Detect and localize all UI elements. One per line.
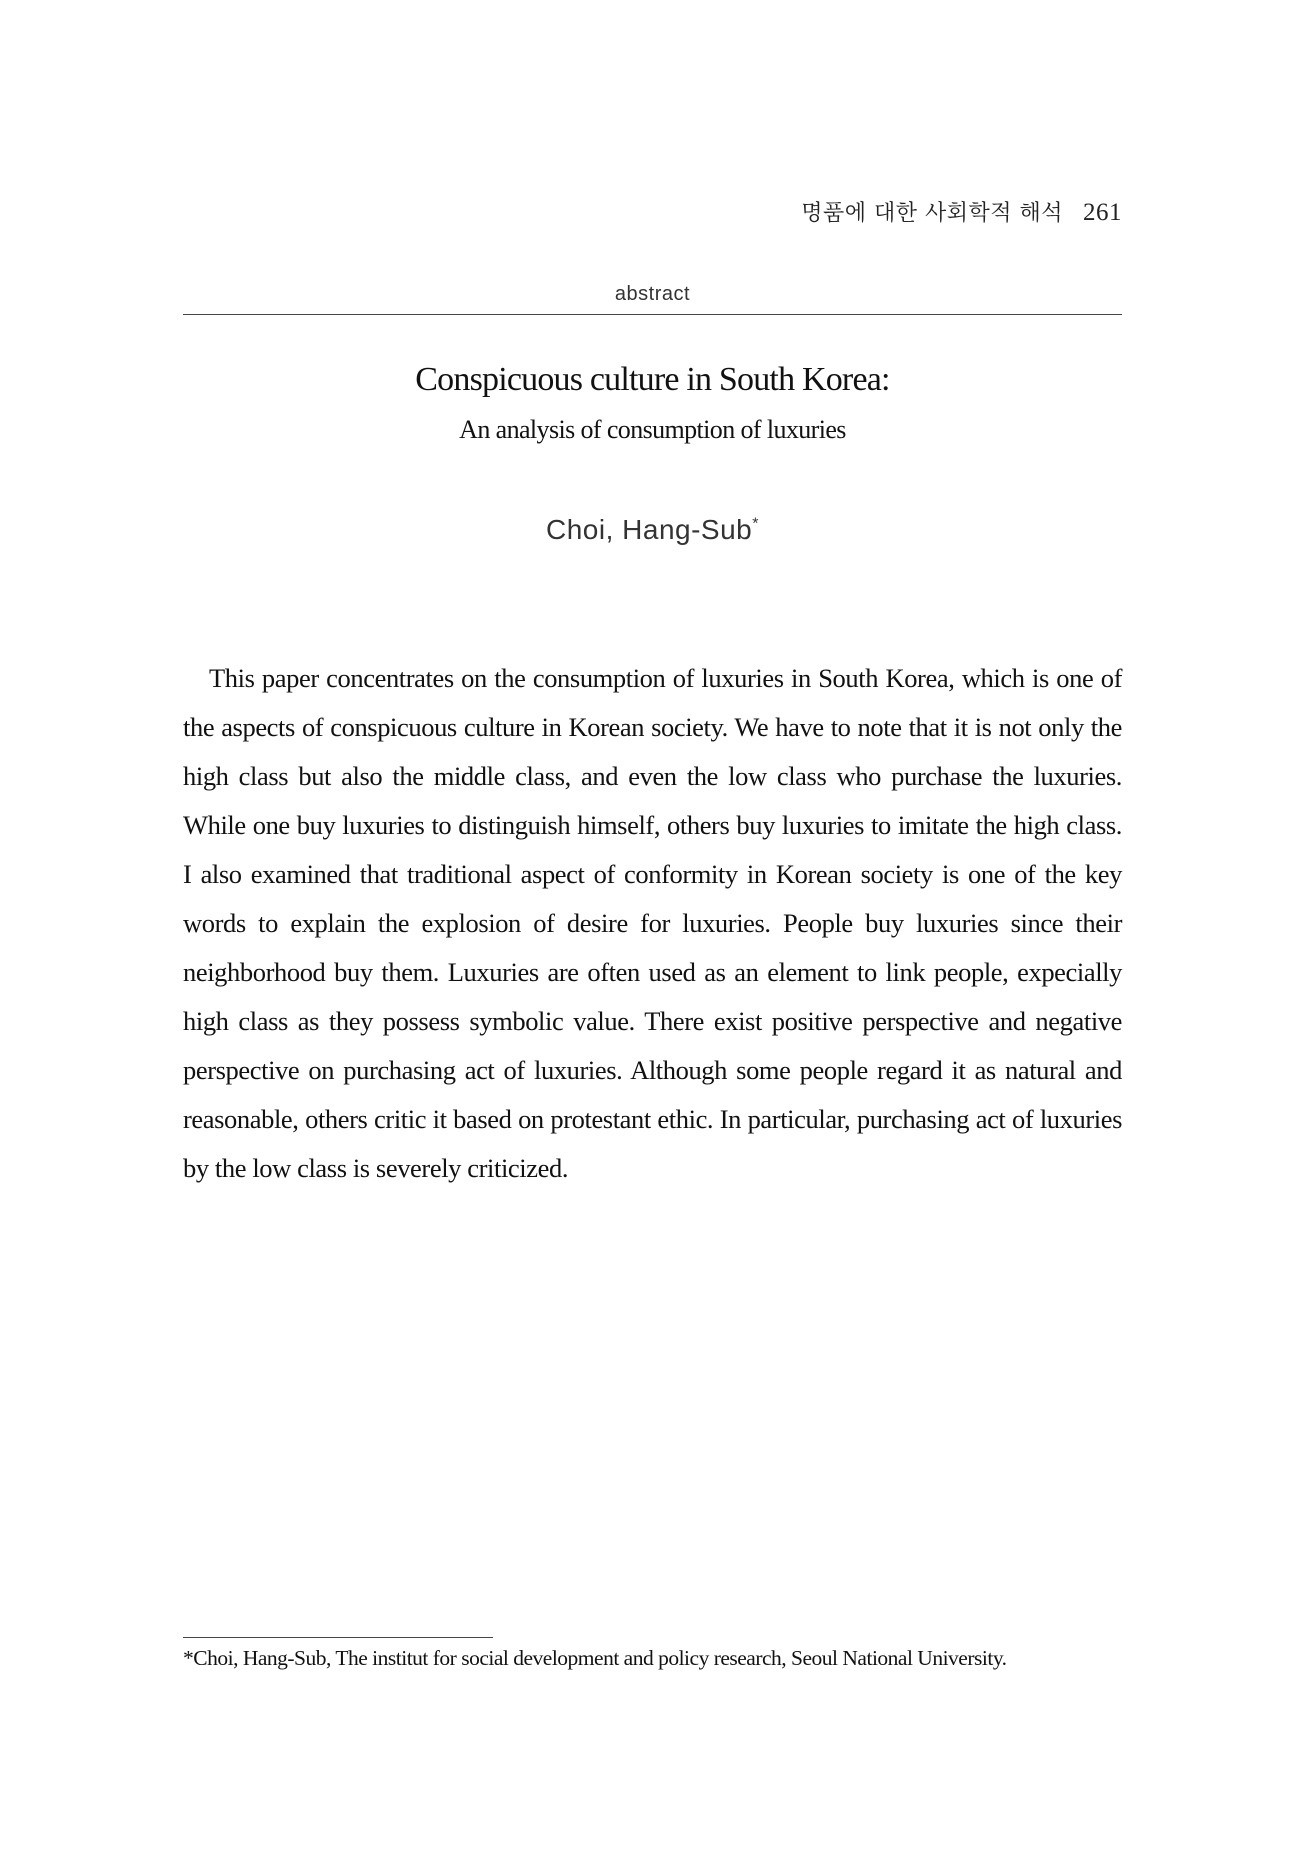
footnote: *Choi, Hang-Sub, The institut for social development and policy research, Seoul National University.	[183, 1646, 1007, 1670]
abstract-body: This paper concentrates on the consumption of luxuries in South Korea, which is one of the aspects of conspicuous culture in Korean society. We have to note that it is not only the high class but also the middle class, and even the low class who purchase the luxuries. While one buy luxuries to distinguish himself, others buy luxuries to imitate the high class. I also examined that traditional aspect of conformity in Korean society is one of the key words to explain the explosion of desire for luxuries. People buy luxuries since their neighborhood buy them. Luxuries are often used as an element to link people, expecially high class as they possess symbolic value. There exist positive perspective and negative perspective on purchasing act of luxuries. Although some people regard it as natural and reasonable, others critic it based on protestant ethic. In particular, purchasing act of luxuries by the low class is severely criticized.	[183, 663, 1122, 1183]
running-head-title: 명품에 대한 사회학적 해석	[801, 201, 1063, 226]
page-number: 261	[1083, 199, 1122, 226]
running-head	[801, 196, 1122, 227]
paper-subtitle: An analysis of consumption of luxuries	[459, 415, 846, 444]
section-label: abstract	[614, 283, 691, 305]
author-footnote-mark: *	[752, 515, 759, 533]
author-name: Choi, Hang-Sub	[546, 514, 753, 545]
paper-title: Conspicuous culture in South Korea:	[415, 361, 890, 398]
footnote-divider	[183, 1637, 493, 1638]
header-divider	[183, 314, 1122, 315]
author-line	[183, 514, 1122, 546]
